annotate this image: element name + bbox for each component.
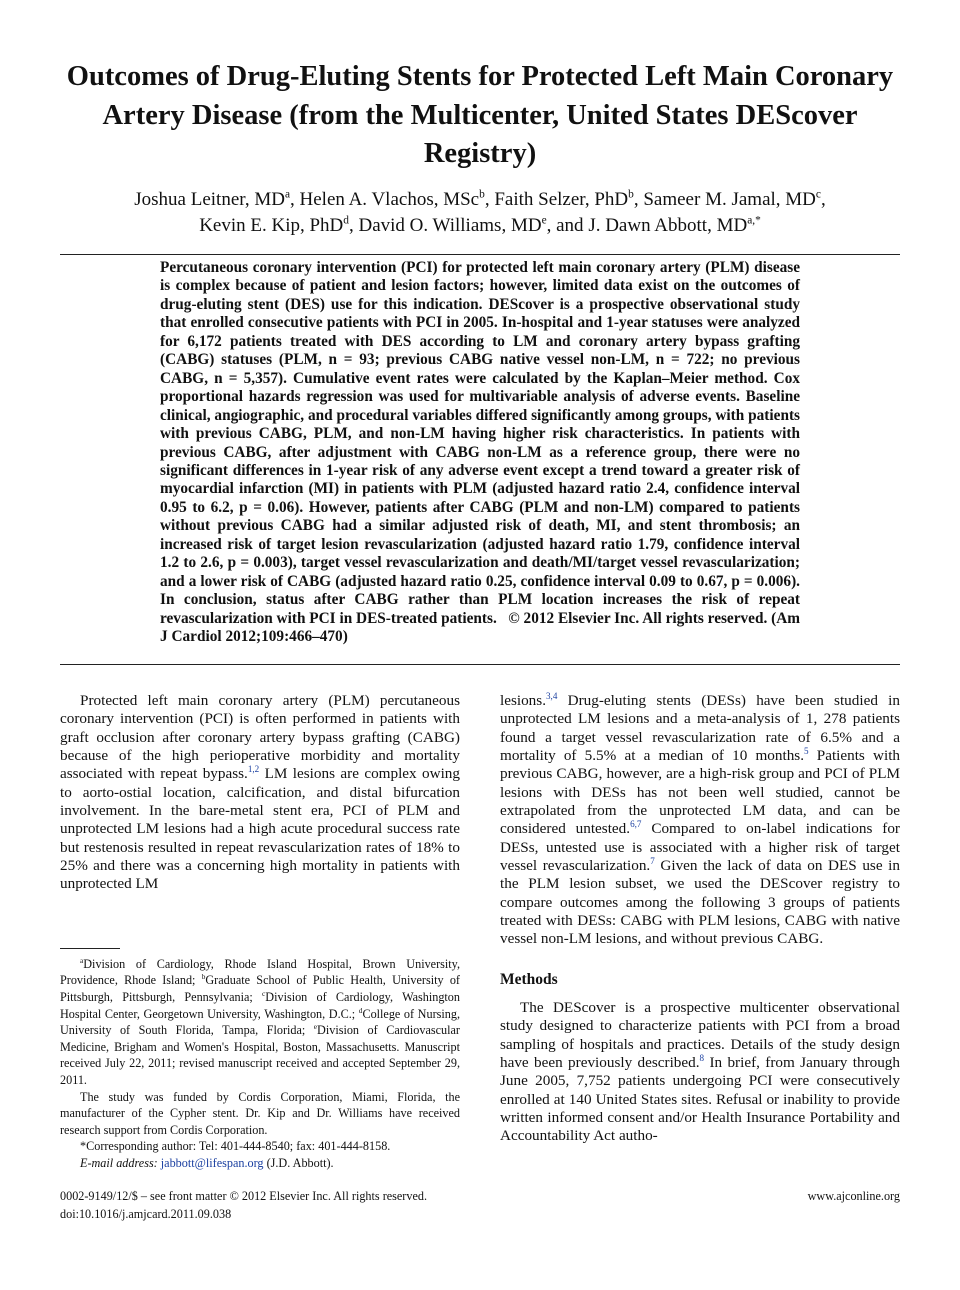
affiliation-marker: e (541, 214, 547, 227)
citation[interactable]: 3,4 (546, 690, 558, 701)
affiliation-text: College of Nursing, University of South Florida, Tampa, Florida; (60, 1006, 460, 1038)
article-title: Outcomes of Drug-Eluting Stents for Protected Left Main Coronary Artery Disease (from the Multicenter, United States DEScover Registry) (66, 61, 894, 169)
footnote-corresponding: *Corresponding author: Tel: 401-444-8540; fax: 401-444-8158. (80, 1139, 391, 1154)
affiliation-marker: d (358, 1005, 363, 1015)
abstract-bottom-rule (60, 664, 900, 665)
author-name: Faith Selzer, PhD (494, 189, 629, 210)
footnote-funding: The study was funded by Cordis Corporation, Miami, Florida, the manufacturer of the Cypher stent. Dr. Kip and Dr. Williams have received research support from Cordis Corporation. (60, 1089, 460, 1137)
methods-heading: Methods (500, 970, 558, 988)
citation[interactable]: 5 (804, 745, 809, 756)
abstract (160, 259, 800, 647)
affiliation-marker: b (479, 188, 485, 201)
affiliation-marker: a (284, 188, 291, 201)
citation[interactable]: 1,2 (247, 764, 260, 775)
author-separator: , (633, 189, 644, 210)
intro-paragraph-2: lesions.$^{3,4}$ Drug-eluting stents (DESs) have been studied in unprotected LM lesions and a meta-analysis of 1, 278 patients found a target vessel revascularization rate of 6.5% and a mortality of 5.5% at a median of 10 months.$^5$ Patients with previous CABG, however, are a high-risk group and PCI of PLM lesions with DESs has not been well studied, cannot be extrapolated from the unprotected LM data, and can be considered untested.$^{6,7}$ Compared to on-label indications for DESs, untested use is associated with a higher risk of target vessel revascularization.$^7$ Given the lack of data on DES use in the PLM lesion subset, we used the DEScover registry to compare outcomes among the following 3 groups of patients treated with DESs: CABG with PLM lesions, CABG with native vessel non-LM lesions, and without previous CABG. (500, 690, 901, 948)
author-name: Kevin E. Kip, PhD (199, 215, 344, 236)
author-separator: , (290, 189, 300, 210)
right-column (500, 692, 900, 1146)
author-list (60, 187, 900, 239)
affiliation-marker: e (313, 1022, 318, 1032)
author-name: David O. Williams, MD (358, 215, 542, 236)
author-separator: , and (546, 215, 589, 236)
left-column (60, 692, 460, 1172)
issn-line: 0002-9149/12/$ – see front matter © 2012 Elsevier Inc. All rights reserved. (60, 1189, 428, 1203)
affiliation-text: Division of Cardiology, Washington Hospital Center, Georgetown University, Washington, D.C.; (60, 989, 460, 1021)
author-separator: , (484, 189, 495, 210)
affiliation-marker: a,* (747, 214, 761, 227)
affiliation-marker: b (628, 188, 634, 201)
email-link[interactable]: jabbott@lifespan.org (160, 1155, 264, 1170)
author-name: Joshua Leitner, MD (134, 189, 285, 210)
citation[interactable]: 6,7 (630, 819, 642, 830)
footer-left (60, 1188, 427, 1223)
footnote-email: E-mail address: jabbott@lifespan.org (J.D. Abbott). (80, 1155, 334, 1170)
footnote-affiliations (60, 956, 460, 1089)
author-separator: , (348, 215, 359, 236)
author-separator: , (820, 189, 826, 210)
doi-line: doi:10.1016/j.amjcard.2011.09.038 (60, 1206, 232, 1221)
citation[interactable]: 8 (699, 1052, 705, 1063)
intro-paragraph-1: Protected left main coronary artery (PLM) percutaneous coronary intervention (PCI) is often performed in patients with graft occlusion after coronary artery bypass grafting (CABG) because of the high perioperative morbidity and mortality associated with repeat bypass.$^{1,2}$ LM lesions are complex owing to aorto-ostial location, calcification, and distal bifurcation involvement. In the bare-metal stent era, PCI of PLM and unprotected LM lesions had a high acute procedural success rate but restenosis resulted in repeat revascularization rates of 18% to 25% and there was a concerning high mortality in patients with unprotected LM (60, 692, 460, 893)
footer-website[interactable]: www.ajconline.org (807, 1189, 900, 1203)
affiliation-text: Graduate School of Public Health, University of Pittsburgh, Pittsburgh, Pennsylvania; (60, 973, 460, 1004)
author-name: Sameer M. Jamal, MD (643, 189, 816, 210)
citation[interactable]: 7 (650, 856, 655, 867)
affiliation-marker: c (815, 188, 821, 201)
affiliation-text: Division of Cardiology, Rhode Island Hospital, Brown University, Providence, Rhode Island; (60, 956, 460, 988)
author-name: J. Dawn Abbott, MD (588, 215, 748, 236)
abstract-text: Percutaneous coronary intervention (PCI) for protected left main coronary artery (PLM) disease is complex because of patient and lesion factors; however, limited data exist on the outcomes of drug-eluting stent (DES) use for this indication. DEScover is a prospective observational study that enrolled consecutive patients with PCI in 2005. In-hospital and 1-year statuses were analyzed for 6,172 patients treated with DES according to LM and coronary artery bypass grafting (CABG) statuses (PLM, n = 93; previous CABG native vessel non-LM, n = 722; no previous CABG, n = 5,357). Cumulative event rates were calculated by the Kaplan–Meier method. Cox proportional hazards regression was used for multivariable analysis of adverse events. Baseline clinical, angiographic, and procedural variables differed significantly among groups, with patients with previous CABG, PLM, and non-LM having higher risk characteristics. In patients with previous CABG, after adjustment with CABG non-LM as a reference group, there were no significant differences in 1-year risk of any adverse event except a trend toward a greater risk of myocardial infarction (MI) in patients with PLM (adjusted hazard ratio 2.4, confidence interval 0.95 to 6.2, p = 0.06). However, patients after CABG (PLM and non-LM) compared to patients without previous CABG had a similar adjusted risk of death, MI, and stent thrombosis; an increased risk of target lesion revascularization (adjusted hazard ratio 1.79, confidence interval 1.2 to 2.6, p = 0.003), target vessel revascularization and death/MI/target vessel revascularization; and a lower risk of CABG (adjusted hazard ratio 0.25, confidence interval 0.09 to 0.67, p = 0.006). In conclusion, status after CABG rather than PLM location increases the risk of repeat revascularization with PCI in DES-treated patients. (160, 259, 800, 627)
footnote-rule (60, 948, 120, 949)
affiliation-text: Division of Cardiovascular Medicine, Brigham and Women's Hospital, Boston, Massachusetts. Manuscript received July 22, 2011; revised manuscript received and accepted September 29, 2011. (60, 1023, 460, 1087)
author-name: Helen A. Vlachos, MSc (299, 189, 480, 210)
abstract-copyright: © 2012 Elsevier Inc. All rights reserved. (Am J Cardiol 2012;109:466–470) (160, 609, 800, 646)
affiliation-marker: b (201, 972, 206, 982)
affiliation-marker: c (262, 988, 266, 998)
affiliation-marker: d (343, 214, 349, 227)
affiliation-marker: a (80, 955, 84, 965)
abstract-top-rule (60, 254, 900, 255)
methods-paragraph-1: The DEScover is a prospective multicenter observational study designed to characterize patients with PCI from a broad sampling of hospitals and practices. Details of the study design have been previously described.$^8$ In brief, from January through June 2005, 7,752 patients undergoing PCI were consecutively enrolled at 140 United States sites. Refusal or inability to provide written informed consent and/or Health Insurance Portability and Accountability Act autho- (500, 998, 900, 1145)
